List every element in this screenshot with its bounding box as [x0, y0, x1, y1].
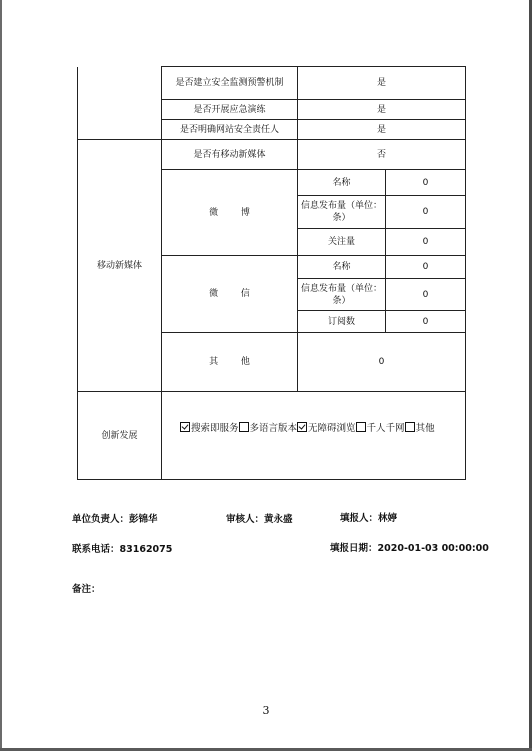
reviewer: 审核人：黄永盛: [226, 514, 293, 525]
checkbox-unchecked-icon[interactable]: [239, 422, 249, 432]
has-mobile-media-value: 否: [298, 140, 466, 170]
page-edge-left: [0, 0, 2, 751]
filler: 填报人：林婷: [340, 513, 398, 524]
contact-phone: 联系电话：83162075: [72, 544, 173, 555]
option-accessibility[interactable]: 无障碍浏览: [297, 423, 356, 434]
weibo-followers-value: 0: [386, 229, 466, 256]
wechat-label: 微 信: [162, 256, 298, 333]
security-responsible-value: 是: [298, 120, 466, 140]
wechat-posts-value: 0: [386, 279, 466, 311]
wechat-name-value: 0: [386, 256, 466, 279]
option-personalized[interactable]: 千人千网: [356, 423, 405, 434]
weibo-followers-label: 关注量: [298, 229, 386, 256]
table-row: [78, 100, 466, 120]
emergency-drill-label: 是否开展应急演练: [162, 100, 298, 120]
table-row: [78, 120, 466, 140]
security-monitoring-label: 是否建立安全监测预警机制: [162, 67, 298, 100]
remarks: 备注：: [72, 584, 101, 595]
option-multilingual[interactable]: 多语言版本: [239, 423, 298, 434]
weibo-posts-value: 0: [386, 196, 466, 229]
table-row: [78, 392, 466, 480]
weibo-name-value: 0: [386, 170, 466, 196]
table-row: [78, 140, 466, 170]
option-search-as-service[interactable]: 搜索即服务: [180, 423, 239, 434]
innovation-options: [162, 392, 466, 480]
weibo-posts-label: 信息发布量（单位：条）: [298, 196, 386, 229]
innovation-label: 创新发展: [78, 392, 162, 480]
checkbox-checked-icon[interactable]: [297, 422, 307, 432]
weibo-label: 微 博: [162, 170, 298, 256]
unit-head: 单位负责人：彭锦华: [72, 514, 158, 525]
weibo-name-label: 名称: [298, 170, 386, 196]
wechat-subscribers-label: 订阅数: [298, 311, 386, 333]
fill-date: 填报日期：2020-01-03 00:00:00: [330, 543, 489, 554]
report-table: [77, 66, 466, 480]
wechat-name-label: 名称: [298, 256, 386, 279]
has-mobile-media-label: 是否有移动新媒体: [162, 140, 298, 170]
mobile-media-section-label: 移动新媒体: [78, 140, 162, 392]
other-media-label: 其 他: [162, 333, 298, 392]
checkbox-unchecked-icon[interactable]: [405, 422, 415, 432]
security-responsible-label: 是否明确网站安全责任人: [162, 120, 298, 140]
wechat-subscribers-value: 0: [386, 311, 466, 333]
checkbox-checked-icon[interactable]: [180, 422, 190, 432]
wechat-posts-label: 信息发布量（单位：条）: [298, 279, 386, 311]
emergency-drill-value: 是: [298, 100, 466, 120]
table-row: [78, 67, 466, 100]
other-media-value: 0: [298, 333, 466, 392]
security-monitoring-value: 是: [298, 67, 466, 100]
checkbox-unchecked-icon[interactable]: [356, 422, 366, 432]
page-number: 3: [262, 704, 270, 717]
option-other[interactable]: 其他: [405, 423, 435, 434]
